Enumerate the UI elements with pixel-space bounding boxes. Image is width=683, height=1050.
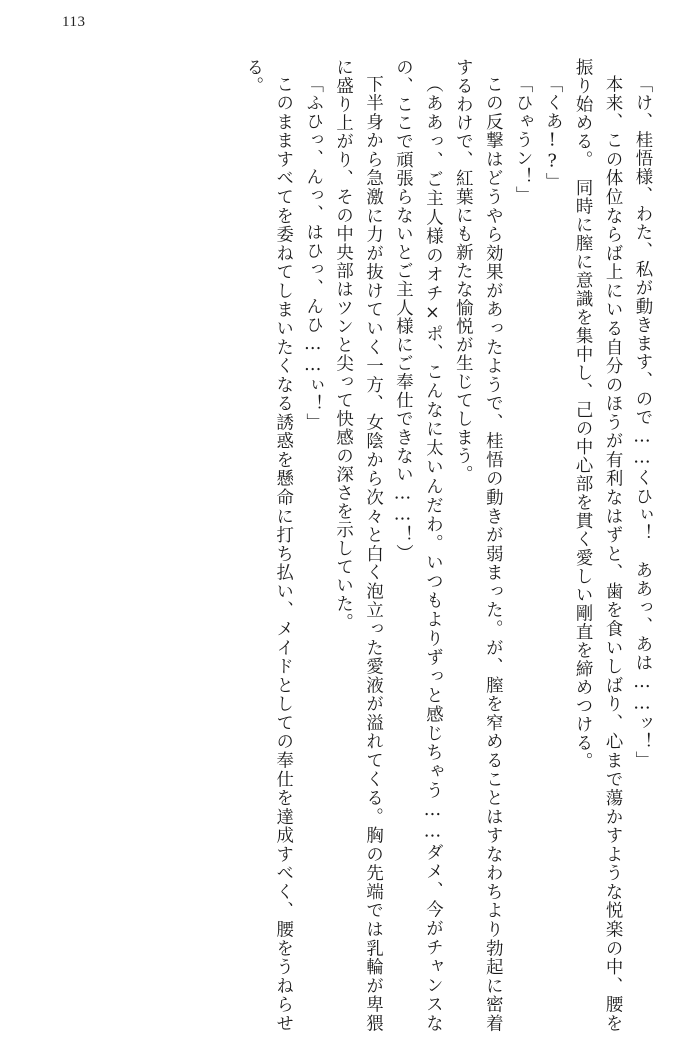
- page-text-body: [28, 58, 656, 1033]
- paragraph: 「くあ!?」: [542, 75, 563, 192]
- paragraph: 「ひゃうン！」: [512, 75, 533, 205]
- page-number: 113: [62, 14, 86, 30]
- paragraph: 「ふひっ、んっ、はひっ、んひ……ぃ！」: [302, 75, 323, 433]
- paragraph: この反撃はどうやら効果があったようで、桂悟の動きが弱まった。が、膣を窄めることはすなわちより勃起に密着するわけで、紅葉にも新たな愉悦が生じてしまう。: [452, 58, 503, 1033]
- paragraph: 本来、この体位ならば上にいる自分のほうが有利なはずと、歯を食いしばり、心まで蕩かすような悦楽の中、腰を振り始める。 同時に膣に意識を集中し、己の中心部を貫く愛しい剛直を締めつける。: [572, 58, 623, 1033]
- paragraph: 下半身から急激に力が抜けていく一方、女陰から次々と白く泡立った愛液が溢れてくる。胸の先端では乳輪が卑猥に盛り上がり、その中央部はツンと尖って快感の深さを示していた。: [332, 58, 383, 1033]
- paragraph: （ああっ、ご主人様のオチ×ポ、こんなに太いんだわ。いつもよりずっと感じちゃう……ダメ、今がチャンスなの、ここで頑張らないとご主人様にご奉仕できない……！）: [392, 58, 443, 1033]
- paragraph: このまますべてを委ねてしまいたくなる誘惑を懸命に打ち払い、メイドとしての奉仕を達成すべく、腰をうねらせる。: [242, 58, 293, 1033]
- paragraph: 「け、桂悟様、わた、私が動きます、ので……くひぃ！ ああっ、あは……ッ！」: [632, 75, 652, 771]
